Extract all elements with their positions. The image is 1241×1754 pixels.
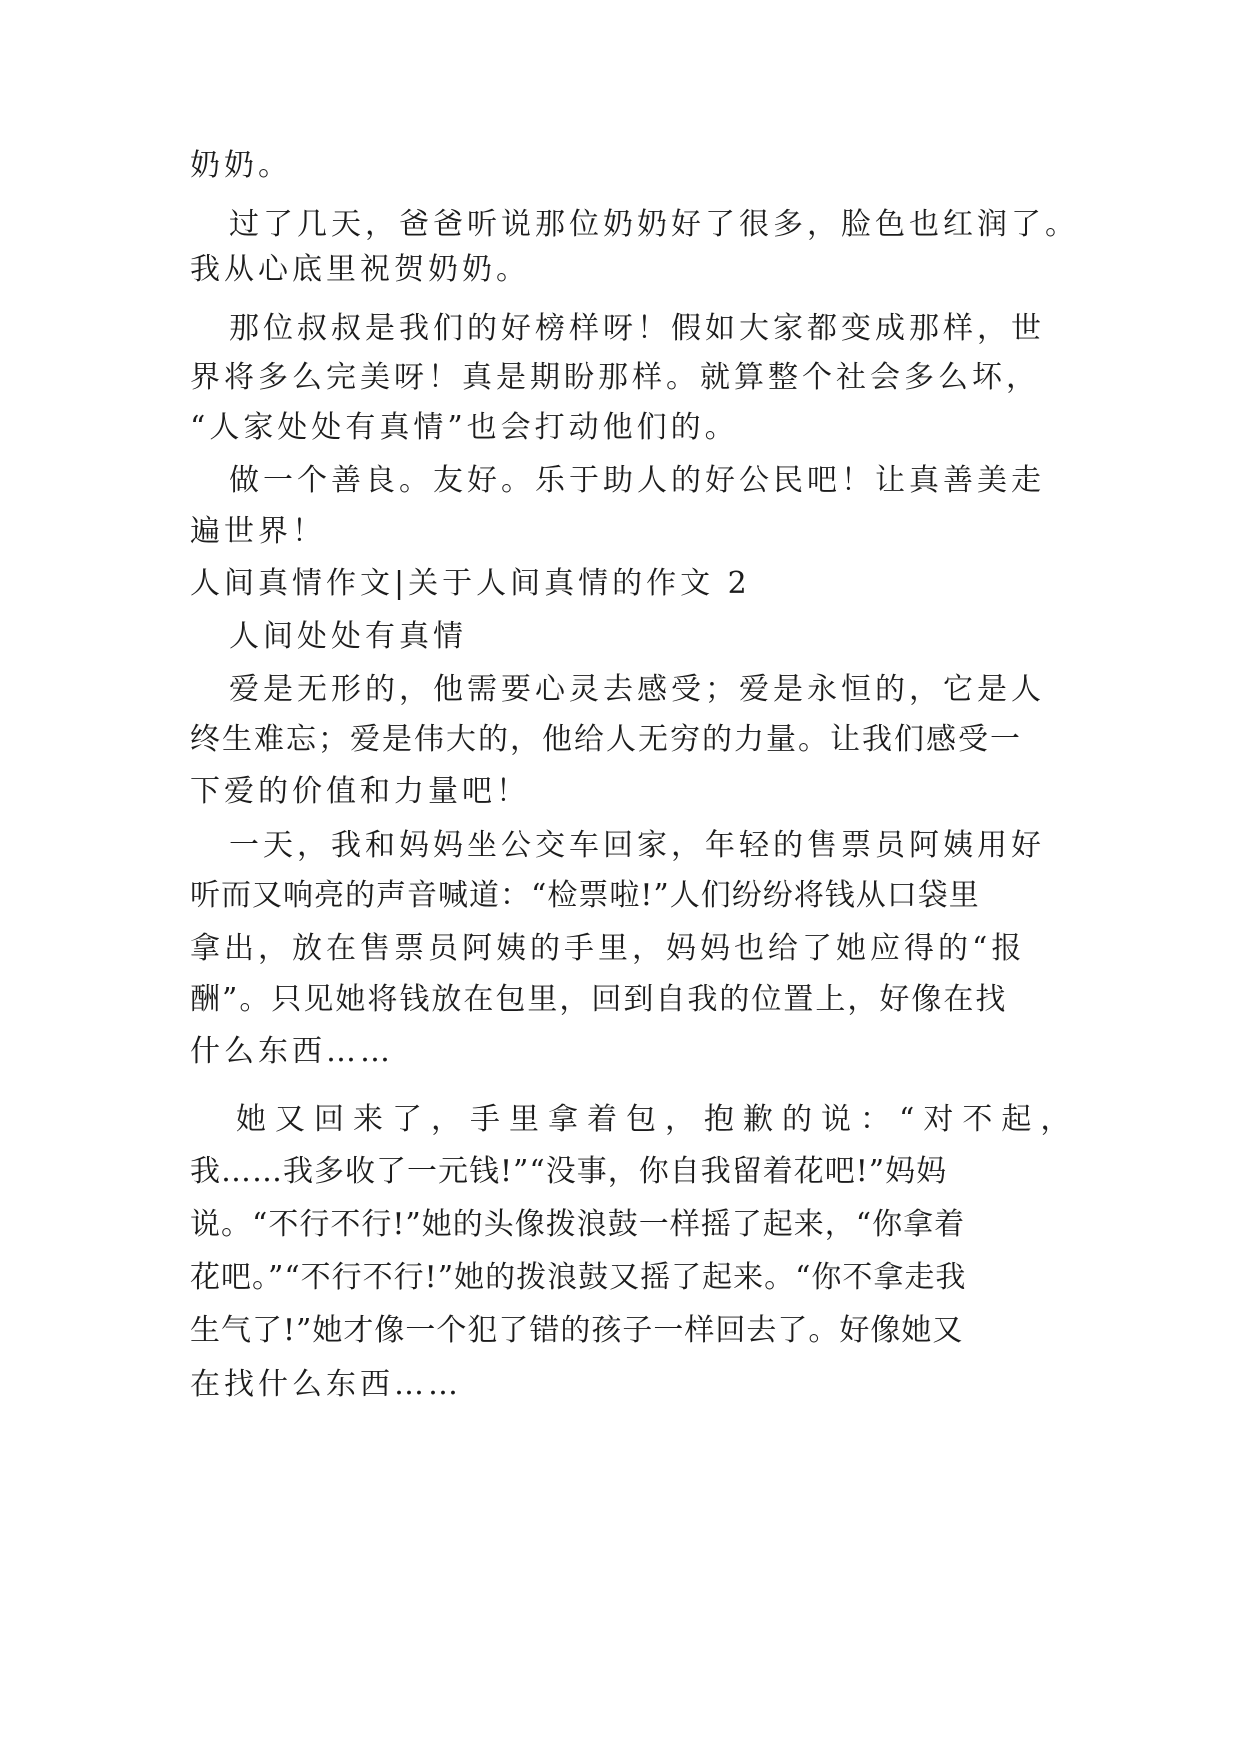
text-line: “人家处处有真情”也会打动他们的。 [190,410,739,445]
text-line: 奶奶。 [190,148,292,183]
text-line: 拿出，放在售票员阿姨的手里，妈妈也给了她应得的“报 [190,931,1026,966]
text-line: 终生难忘；爱是伟大的，他给人无穷的力量。让我们感受一 [190,722,1022,757]
essay-title: 人间处处有真情 [229,619,467,654]
text-line: 做一个善良。友好。乐于助人的好公民吧！让真善美走 [229,463,1045,498]
text-line: 酬”。只见她将钱放在包里，回到自我的位置上，好像在找 [190,982,1008,1017]
text-line: 说。“不行不行!”她的头像拨浪鼓一样摇了起来，“你拿着 [190,1207,966,1242]
text-line: 花吧。”“不行不行!”她的拨浪鼓又摇了起来。“你不拿走我 [190,1260,967,1295]
text-line: 听而又响亮的声音喊道：“检票啦!”人们纷纷将钱从口袋里 [190,878,980,913]
text-line: 在找什么东西…… [190,1367,462,1402]
text-line: 那位叔叔是我们的好榜样呀！假如大家都变成那样，世 [229,311,1045,346]
text-line: 什么东西…… [190,1034,394,1069]
section-heading: 人间真情作文|关于人间真情的作文 2 [190,566,751,601]
text-line: 她又回来了，手里拿着包，抱歉的说：“对不起， [236,1102,1080,1137]
text-line: 我从心底里祝贺奶奶。 [190,252,530,287]
text-line: 一天，我和妈妈坐公交车回家，年轻的售票员阿姨用好 [229,828,1045,863]
text-line: 生气了!”她才像一个犯了错的孩子一样回去了。好像她又 [190,1313,964,1348]
text-line: 遍世界！ [190,514,326,549]
text-line: 过了几天，爸爸听说那位奶奶好了很多，脸色也红润了。 [229,207,1079,242]
text-line: 爱是无形的，他需要心灵去感受；爱是永恒的，它是人 [229,672,1045,707]
text-line: 下爱的价值和力量吧！ [190,774,530,809]
text-line: 我……我多收了一元钱!”“没事，你自我留着花吧!”妈妈 [190,1154,948,1189]
text-line: 界将多么完美呀！真是期盼那样。就算整个社会多么坏， [190,360,1040,395]
